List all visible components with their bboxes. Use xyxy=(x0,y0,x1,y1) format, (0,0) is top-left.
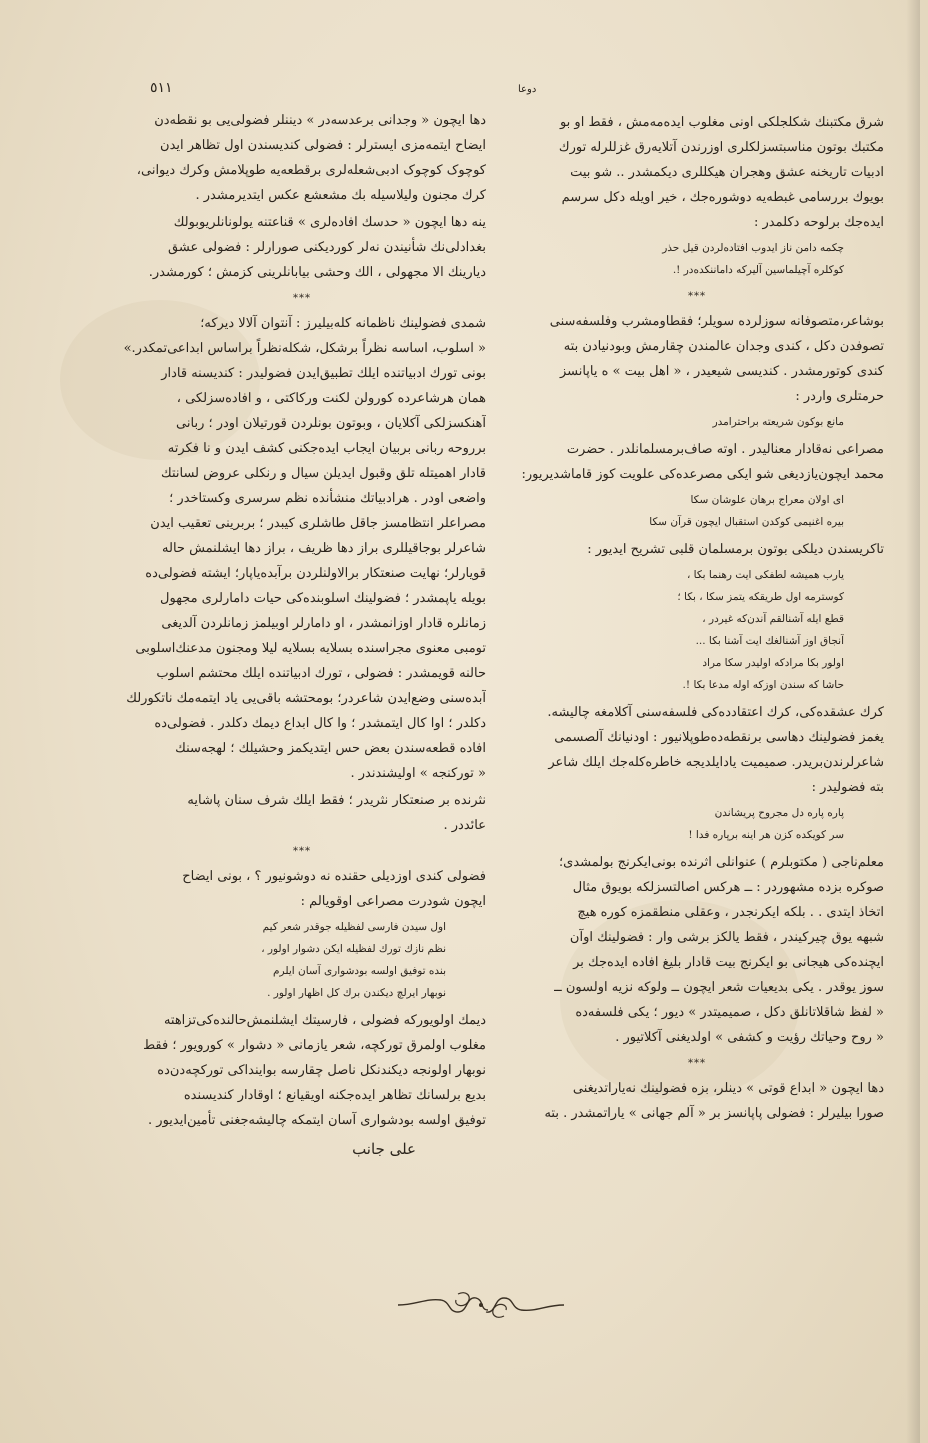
verse-line: کوسترمه اول طریقکه یتمز سکا ، بکا ؛ xyxy=(677,591,844,603)
text-line: صوکره بزده مشهوردر : ــ هرکس اصالتسزلکه بویوق مثال xyxy=(572,880,884,895)
verse-line: چکمه دامن ناز ایدوب افتاده‌لردن قیل حذر xyxy=(662,242,844,254)
text-line: توفیق اولسه بودشواری آسان ایتمکه چالیشه‌جغنی تأمین‌ایدیور . xyxy=(148,1113,486,1128)
text-line: « لفظ شاقلاتانلق دکل ، صمیمیتدر » دیور ؛ یکی فلسفه‌ده xyxy=(575,1005,884,1020)
page-edge-shadow xyxy=(906,0,920,1443)
text-line: ایده‌جك برلوحه دکلمدر : xyxy=(753,215,884,230)
verse-line: پاره پاره دل مجروح پریشاندن xyxy=(714,807,844,819)
text-line: تومبی معنوی مجراسنده بسلایه بسلایه لیلا ومجنون مدعنك‌اسلوبی xyxy=(135,641,486,656)
verse-line: بیره اغنیمی کوکدن استقبال ایچون قرآن سکا xyxy=(649,516,844,528)
paragraph xyxy=(118,864,486,914)
verse-line: اولور بکا مرادکه اولیدر سکا مراد xyxy=(702,657,844,669)
verse-line: حاشا که سندن اوزکه اوله مدعا بکا !. xyxy=(682,679,844,691)
text-line: شمدی فضولینك ناظمانه کله‌بیلیرز : آنتوان آلالا دیرکه؛ xyxy=(200,316,486,331)
text-line: تصوفدن دکل ، کندی وجدان عالمندن چقارمش وبودنیادن بته xyxy=(563,339,884,354)
verse-line: نظم نازك تورك لفظیله ایکن دشوار اولور ، xyxy=(261,943,446,955)
paragraph xyxy=(118,1008,486,1133)
text-line: قادار اهمیتله تلق وقبول ایدیلن سیال و رنکلی عروض لسانتك xyxy=(160,466,486,481)
paragraph xyxy=(510,110,884,235)
text-line: بویوك بررسامی غبطه‌یه دوشوره‌جك ، خیر اویله دکل سرسم xyxy=(561,190,884,205)
text-line: محمد ایچون‌یازدیغی شو ایکی مصرعده‌کی علویت کوز قاماشدیریور: xyxy=(521,467,884,482)
paragraph xyxy=(510,537,884,562)
text-line: قویارلر؛ نهایت صنعتکار برالاولنلردن برآبده‌یاپار؛ ایشته فضولی‌ده xyxy=(145,566,486,581)
text-line: برروحه ربانی بربیان ایجاب ایده‌جکنی کشف ایدن و نا فکرته xyxy=(167,441,486,456)
verse-line: ای اولان معراج برهان علوشان سکا xyxy=(690,494,844,506)
text-line: ایچنده‌کی هیجانی بو ایکرنج بیت قادار بلیغ افاده ایده‌جك بر xyxy=(573,955,884,970)
paragraph xyxy=(510,700,884,800)
text-line: دیمك اولویورکه فضولی ، فارسیتك ایشلنمش‌حالنده‌کی‌تزاهته xyxy=(163,1013,486,1028)
text-line: مصراعلر انتظامسز جاقل طاشلری کیبدر ؛ بربرینی تعقیب ایدن xyxy=(150,516,486,531)
paragraph xyxy=(118,210,486,285)
verse-block xyxy=(510,489,884,533)
text-line: نثرنده بر صنعتکار نثریدر ؛ فقط ایلك شرف سنان پاشایه xyxy=(187,793,486,808)
text-line: مکتبك بوتون مناسبتسزلکلری اوزرندن آتلایه‌رق غزللرله تورك xyxy=(558,140,884,155)
page-number-right: دوعا xyxy=(518,84,537,95)
text-line: بغدادلی‌نك شأنیندن نه‌لر کوردیکنی صورارلر : فضولی عشق xyxy=(168,240,486,255)
text-line: افاده قطعه‌سندن بعض حس ایتدیکمز وحشیلك ؛ لهجه‌سنك xyxy=(175,741,486,756)
text-line: کرك عشقده‌کی، کرك اعتقادده‌کی فلسفه‌سنی آکلامغه چالیشه. xyxy=(547,705,884,720)
text-line: کرك مجنون ولیلاسیله بك مشعشع عکس ایتدیرمشدر . xyxy=(195,188,486,203)
left-column xyxy=(118,108,486,1163)
verse-line: قطع ایله آشنالقم آندن‌که غیردر ، xyxy=(702,613,844,625)
text-line: شاعرلرندن‌بریدر. صمیمیت یادایلدیجه خاطره‌کله‌جك ایلك شاعر xyxy=(548,755,884,770)
text-line: دکلدر ؛ اوا کال ایتمشدر ؛ وا کال ابداع دیمك دکلدر . فضولی‌ده xyxy=(154,716,486,731)
verse-line: نوبهار ایرلچ دیکندن برك كل اظهار اولور . xyxy=(267,987,446,999)
text-line: بونی تورك ادبیاتنده ایلك تطبیق‌ایدن فضولیدر : کندیسنه قادار xyxy=(161,366,486,381)
text-line: فضولی کندی اوزدیلی حقنده نه دوشونیور ؟ ، بونی ایضاح xyxy=(182,869,486,884)
text-line: عائددر . xyxy=(443,818,486,833)
verse-block xyxy=(510,564,884,696)
verse-block xyxy=(510,411,884,433)
text-line: سوز یوقدر . یکی بدیعیات شعر ایچون ــ ولوکه نزیه اولسون ــ xyxy=(554,980,884,995)
verse-line: کوکلره آچیلماسین آلیرکه داماننکده‌در !. xyxy=(672,264,844,276)
text-line: حالنه قویمشدر : فضولی ، تورك ادبیاتنده ایلك محتشم اسلوب xyxy=(156,666,486,681)
section-separator: *** xyxy=(293,846,311,857)
text-line: کندی کوتورمشدر . کندیسی شیعیدر ، « اهل بیت » ه یاپانسز xyxy=(559,364,884,379)
verse-block xyxy=(118,916,486,1004)
text-line: دها ایچون « ابداع قوتی » دینلر، بزه فضولینك نه‌یاراتدیغنی xyxy=(572,1081,884,1096)
text-line: « اسلوب، اساسه نظراً برشکل، شکله‌نظراً براساس ابداعی‌تمکدر.» xyxy=(123,341,486,356)
text-line: مغلوب اولمرق تورکچه، شعر یازمانی « دشوار » کورویور ؛ فقط xyxy=(143,1038,486,1053)
text-line: شرق مکتبنك شکلجلکی اونی مغلوب ایده‌مه‌مش ، فقط او بو xyxy=(559,115,884,130)
paragraph xyxy=(510,309,884,409)
section-separator: *** xyxy=(688,1058,706,1069)
text-line: دها ایچون « وجدانی برعدسه‌در » دیننلر فضولی‌یی بو نقطه‌دن xyxy=(154,113,486,128)
paragraph xyxy=(510,850,884,1050)
text-line: شبهه یوق چیرکیندر ، فقط یالکز برشی وار : فضولینك اوآن xyxy=(569,930,884,945)
text-line: ایچون شودرت مصراعی اوقویالم : xyxy=(300,894,486,909)
paragraph xyxy=(118,311,486,786)
verse-block xyxy=(510,802,884,846)
verse-line: آنجاق اوز آشنالغك ایت آشنا بکا ... xyxy=(695,635,844,647)
text-line: بته فضولیدر : xyxy=(811,780,884,795)
text-line: واضعی اودر . هرادبیاتك منشأنده نظم سرسری وکستاخدر ؛ xyxy=(169,491,486,506)
text-line: « روح وحیاتك رؤیت و کشفی » اولدیغنی آکلاتیور . xyxy=(615,1030,884,1045)
section-separator: *** xyxy=(688,291,706,302)
text-line: کوچوک کوچوک ادبی‌شعله‌لری برقطعه‌یه طوپلامش وکرك دیوانی، xyxy=(136,163,486,178)
text-line: بویله یاپمشدر ؛ فضولینك اسلوبنده‌کی حیات دامارلری مجهول xyxy=(160,591,486,606)
text-line: صورا بیلیرلر : فضولی پاپانسز بر « آلم جهانی » یاراتمشدر . بته xyxy=(544,1106,884,1121)
text-line: بدیع برلسانك تظاهر ایده‌جکنه اویقیانع ؛ اوقادار کندیسنده xyxy=(183,1088,486,1103)
section-separator: *** xyxy=(293,293,311,304)
text-line: همان هرشاعرده کورولن لکنت ورکاکتی ، و افاده‌سزلکی ، xyxy=(176,391,486,406)
text-line: معلم‌ناجی ( مکتوبلرم ) عنوانلی اثرنده بونی‌ایکرنج بولمشدی؛ xyxy=(559,855,884,870)
paragraph xyxy=(510,1076,884,1126)
paragraph xyxy=(118,108,486,208)
text-line: آهنکسزلکی آکلایان ، وبوتون بونلردن قورتیلان اودر ؛ ربانی xyxy=(176,416,486,431)
text-line: « تورکنجه » اولیشندندر . xyxy=(350,766,486,781)
text-line: نوبهار اولونجه دیکندنکل ناصل چقارسه بواینداکی تورکچه‌دن‌ده xyxy=(157,1063,486,1078)
verse-block xyxy=(510,237,884,281)
text-line: دیارینك الا مجهولی ، الك وحشی بیابانلرینی کزمش ؛ کورمشدر. xyxy=(148,265,486,280)
text-line: اتخاذ ایتدی . . بلکه ایکرنجدر ، وعقلی منطقمزه کوره هیچ xyxy=(577,905,884,920)
author-signature: علی جانب xyxy=(352,1140,416,1158)
text-line: مصراعی نه‌قادار معنالیدر . اوته صاف‌برمسلمانلدر . حضرت xyxy=(566,442,884,457)
text-line: ایضاح ایتمه‌مزی ایسترلر : فضولی کندیسندن اول تظاهر ایدن xyxy=(160,138,486,153)
text-line: آبده‌سنی وضع‌ایدن شاعردر؛ بومحتشه باقی‌یی یاد ایتمه‌مك ناتکورلك xyxy=(126,691,486,706)
verse-line: سر کویکده کزن هر اینه برپاره فدا ! xyxy=(688,829,844,841)
text-line: حرمتلری واردر : xyxy=(795,389,884,404)
ornamental-divider-icon xyxy=(396,1288,566,1322)
paragraph xyxy=(510,437,884,487)
right-column xyxy=(510,110,884,1128)
text-line: زمانلره قادار اوزانمشدر ، او دامارلر اوبیلمز زمانلردن آلدیغی xyxy=(161,616,486,631)
verse-line: اول سیدن فارسی لفظیله جوقدر شعر کیم xyxy=(262,921,446,933)
page-number-left: ٥١١ xyxy=(150,80,173,96)
verse-line: یارب همیشه لطفکی ایت رهنما بکا ، xyxy=(686,569,844,581)
text-line: ینه دها ایچون « حدسك افاده‌لری » قناعتنه یولونانلریوبولك xyxy=(173,215,486,230)
verse-line: مانع بوکون شریعته براحترامدر xyxy=(712,416,844,428)
verse-line: بنده توفیق اولسه بودشواری آسان ایلرم xyxy=(273,965,446,977)
text-line: یغمز فضولینك دهاسی برنقطه‌ده‌طوپلانیور : اودنیانك آلصسمی xyxy=(554,730,884,745)
paragraph xyxy=(118,788,486,838)
text-line: بوشاعر،متصوفانه سوزلرده سویلر؛ فقطاومشرب وفلسفه‌سنی xyxy=(549,314,884,329)
text-line: تاکریسندن دیلکی بوتون برمسلمان قلبی تشریح ایدیور : xyxy=(587,542,884,557)
text-line: ادبیات تاریخنه عشق وهجران هیکللری دیکمشدر .. شو بیت xyxy=(570,165,884,180)
text-line: شاعرلر بوجاقیللری براز دها ظریف ، براز دها ایشلنمش حاله xyxy=(162,541,486,556)
